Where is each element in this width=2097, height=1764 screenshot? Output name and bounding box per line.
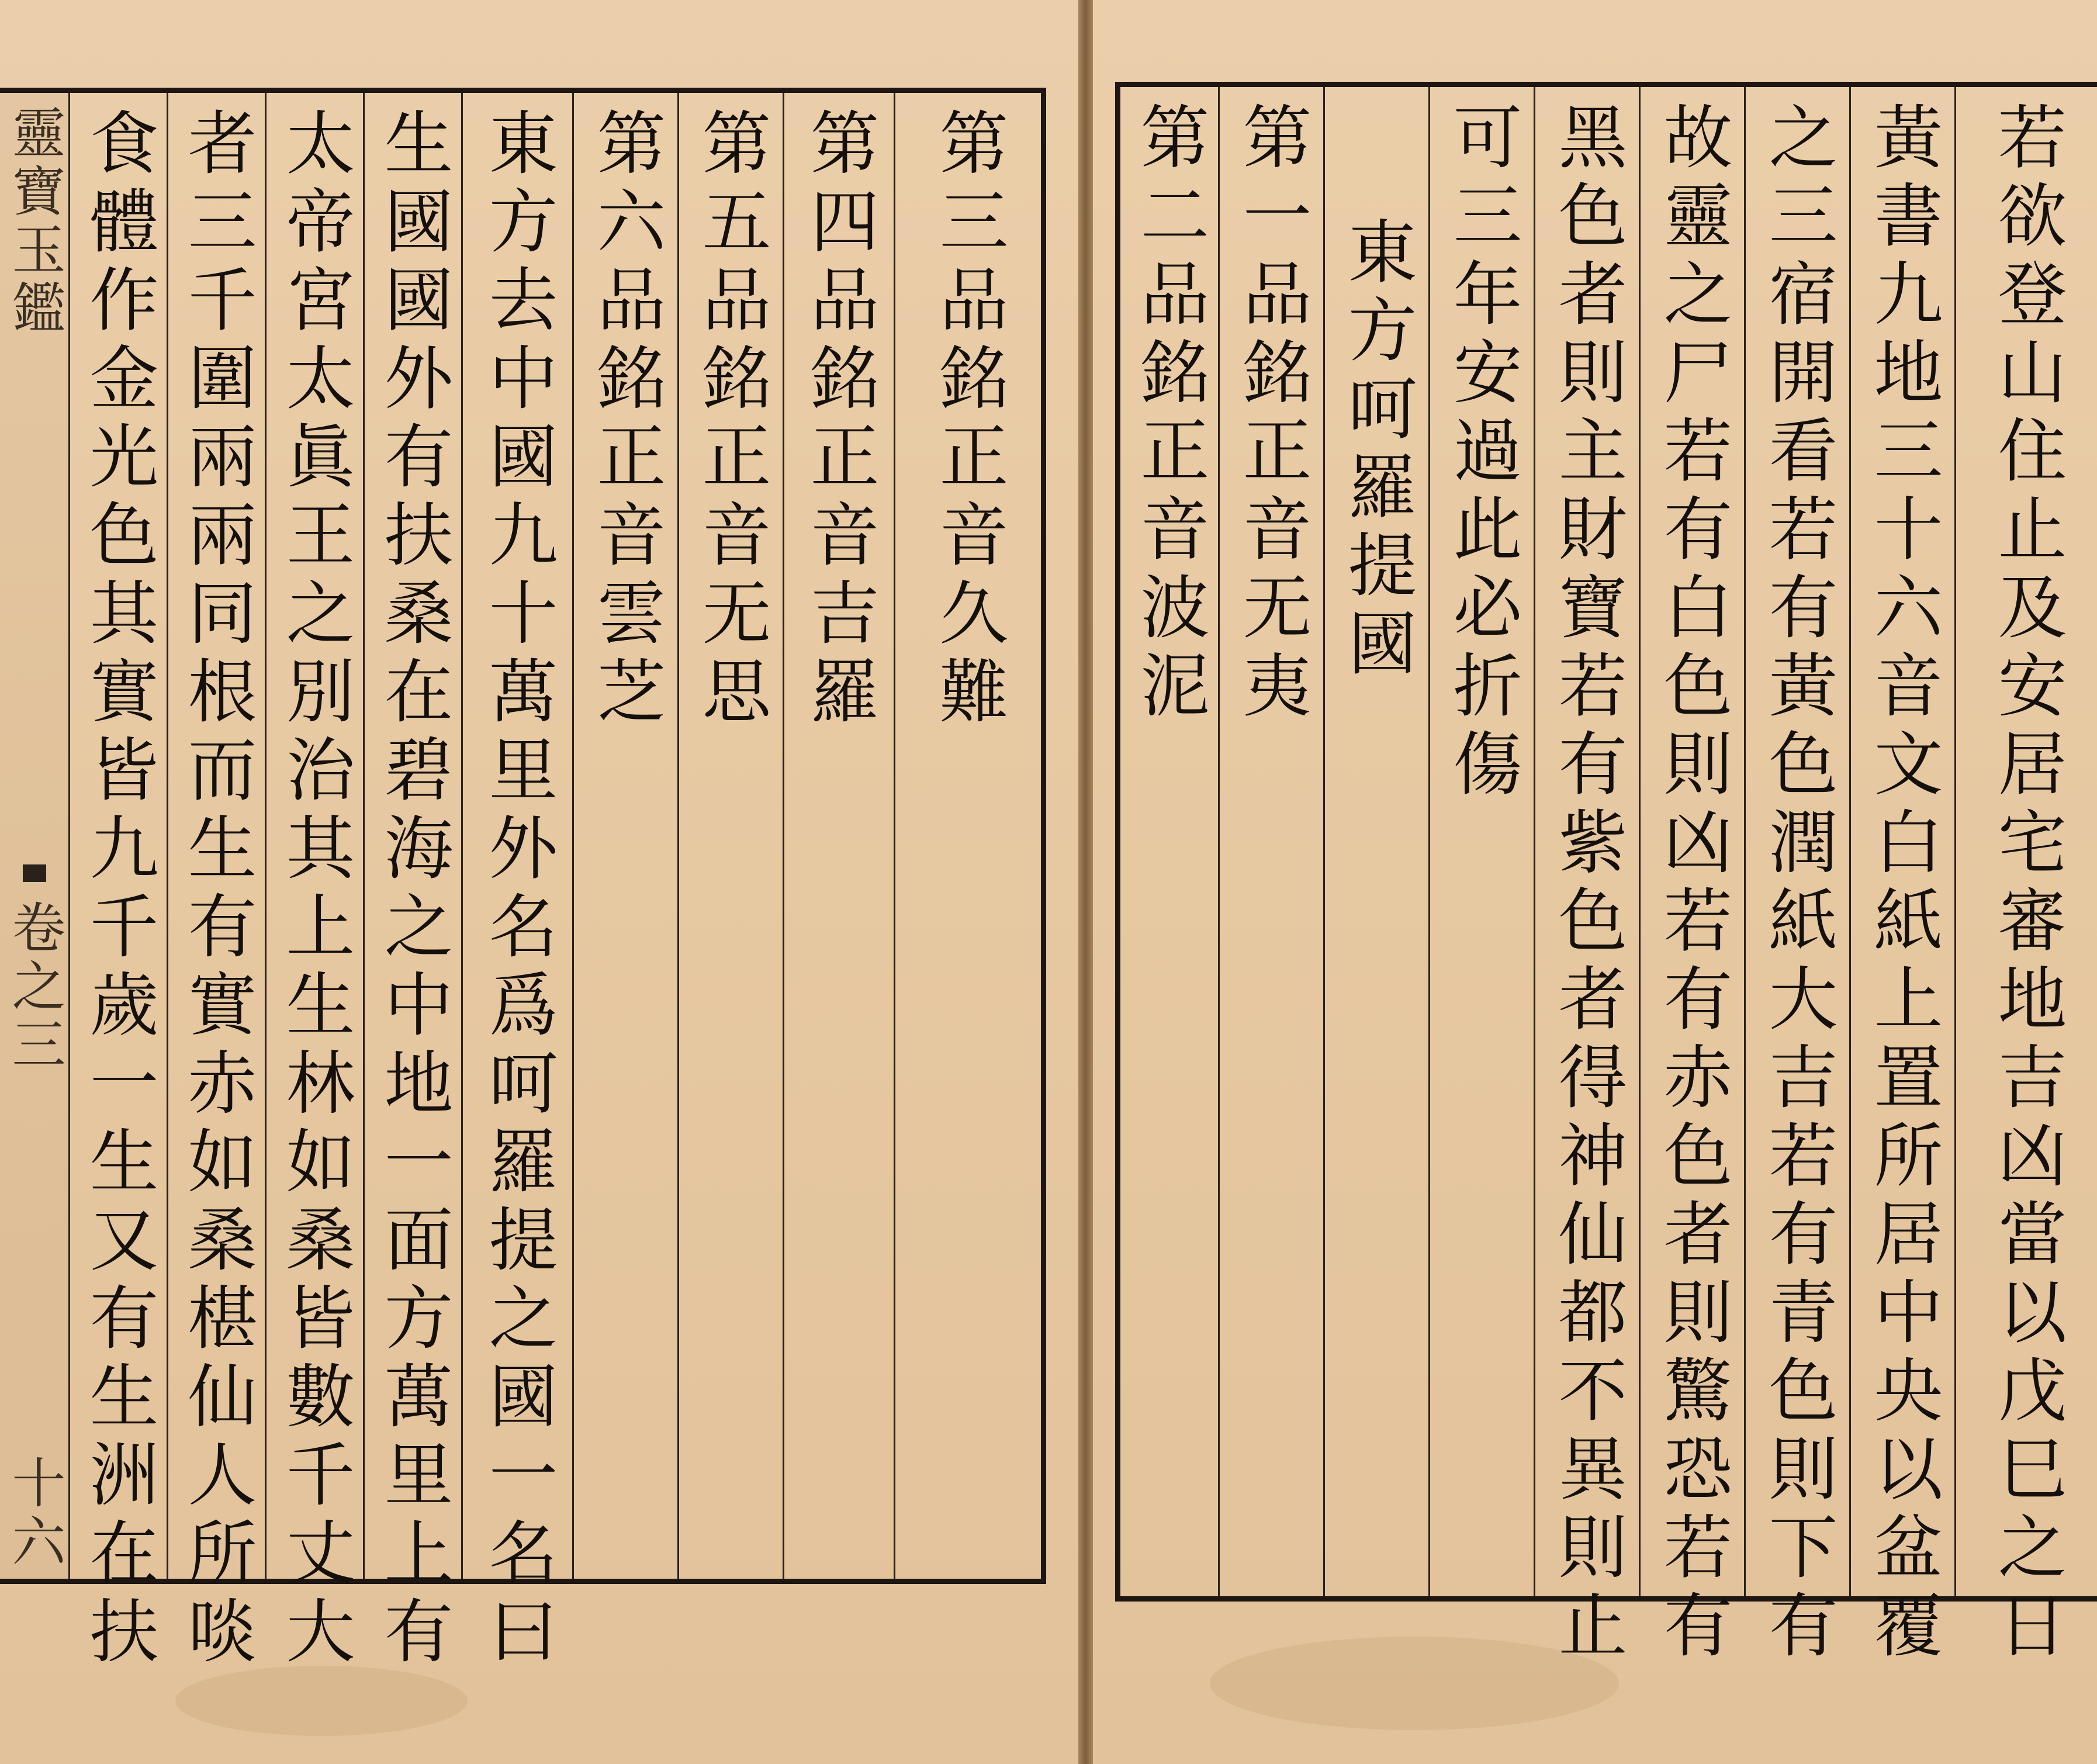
column-text: 可三年安過此必折傷 [1441,101,1522,806]
heading-column [895,93,1041,1579]
right-page [1093,0,2097,1764]
chapter-title: 第一品銘 [1231,101,1312,414]
chapter-heading [1129,101,1210,728]
text-column [365,93,463,1673]
right-text-frame [1115,82,2097,1668]
left-text-frame [0,88,1046,1673]
column-text: 若欲登山住止及安居宅審地吉凶當以戊巳之日 [1986,101,2067,1668]
heading-column [574,93,679,1579]
chapter-subtitle: 正音无夷 [1231,414,1312,728]
heading-column [784,93,895,1579]
text-column [1956,87,2097,1668]
folio-margin [0,93,70,1579]
folio-leaf-number: 十六 [3,1455,66,1572]
column-text: 者三千圍兩兩同根而生有實赤如桑椹仙人所啖 [176,107,257,1673]
text-column [1325,87,1430,1596]
text-column [1851,87,1956,1668]
paper-stain [1210,1637,1619,1730]
chapter-heading [1231,101,1312,728]
text-column [1641,87,1746,1668]
chapter-title: 第三品銘 [928,107,1009,420]
column-text: 太帝宮太眞王之別治其上生林如桑皆數千丈大 [274,107,355,1673]
text-column [1535,87,1641,1668]
chapter-title: 第五品銘 [690,107,771,420]
chapter-subtitle: 正音吉羅 [798,420,880,734]
paper-stain [175,1666,468,1736]
column-text: 故靈之尸若有白色則凶若有赤色者則驚恐若有 [1652,101,1733,1668]
chapter-subtitle: 正音无思 [690,420,771,734]
chapter-subtitle: 正音久難 [928,420,1009,734]
chapter-subtitle: 正音波泥 [1129,414,1210,728]
column-text: 生國國外有扶桑在碧海之中地一面方萬里上有 [372,107,454,1673]
section-heading: 東方呵羅提國 [1336,216,1417,686]
heading-column [1120,87,1220,1596]
text-column [1746,87,1851,1668]
column-text: 之三宿開看若有黃色潤紙大吉若有青色則下有 [1757,101,1838,1668]
column-text: 東方去中國九十萬里外名爲呵羅提之國一名曰 [477,107,558,1673]
fish-tail-mark [23,864,46,882]
chapter-heading [928,107,1009,734]
text-column [267,93,365,1673]
chapter-heading [798,107,880,734]
chapter-title: 第四品銘 [798,107,880,420]
text-column [463,93,574,1673]
chapter-heading [585,107,666,734]
text-column [1430,87,1535,1596]
column-text: 食體作金光色其實皆九千歲一生又有生洲在扶 [78,107,159,1673]
book-gutter [1078,0,1093,1764]
chapter-heading [690,107,771,734]
text-column [168,93,267,1673]
column-text: 黃書九地三十六音文白紙上置所居中央以盆覆 [1862,101,1943,1668]
chapter-title: 第二品銘 [1129,101,1210,414]
chapter-title: 第六品銘 [585,107,666,420]
heading-column [679,93,784,1579]
chapter-subtitle: 正音雲芝 [585,420,666,734]
text-column [70,93,168,1673]
heading-column [1220,87,1325,1596]
folio-title: 靈寶玉鑑 [3,105,66,338]
column-text: 黑色者則主財寶若有紫色者得神仙都不異則止 [1546,101,1628,1668]
folio-juan: 卷之三 [3,900,66,1075]
